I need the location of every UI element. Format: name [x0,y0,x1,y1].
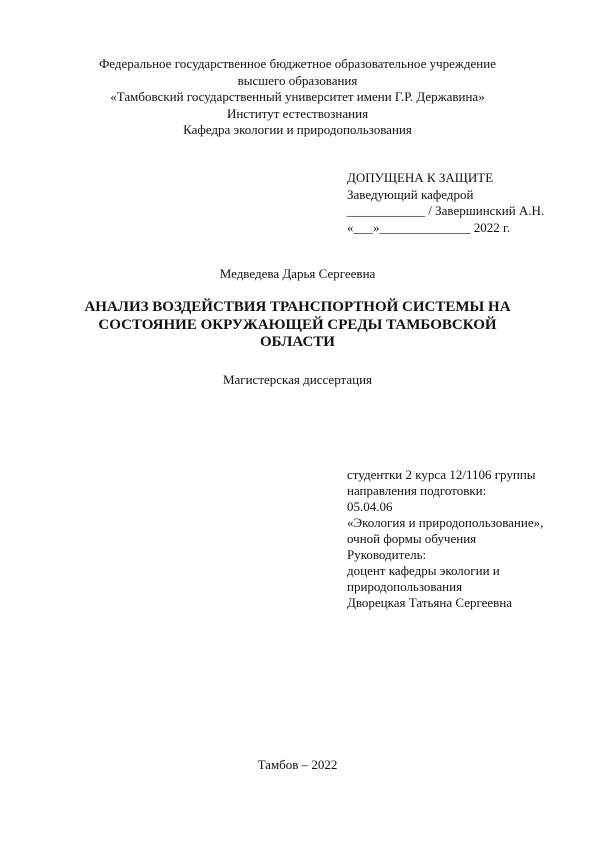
institution-header [60,56,535,139]
approval-line: ДОПУЩЕНА К ЗАЩИТЕ [347,170,494,185]
author-name: Медведева Дарья Сергеевна [219,266,376,281]
approval-block [347,170,544,236]
header-line: Кафедра экологии и природопользования [183,122,412,137]
student-info-line: очной формы обучения [347,531,477,546]
student-info-line: Дворецкая Татьяна Сергеевна [347,595,513,610]
work-type: Магистерская диссертация [222,372,373,387]
header-line: «Тамбовский государственный университет имени Г.Р. Державина» [110,89,485,104]
student-info-line: доцент кафедры экологии и [347,563,500,578]
student-info-line: 05.04.06 [347,499,393,514]
approval-line: Заведующий кафедрой [347,186,474,202]
city-year: Тамбов – 2022 [257,757,338,772]
thesis-title [60,299,535,352]
header-line: Институт естествознания [226,105,369,121]
student-info-line: направления подготовки: [347,483,487,498]
title-line: ОБЛАСТИ [260,334,335,350]
title-line: СОСТОЯНИЕ ОКРУЖАЮЩЕЙ СРЕДЫ ТАМБОВСКОЙ [98,316,497,333]
student-info-line: природопользования [347,579,463,594]
student-info-line: «Экология и природопользование», [347,515,544,530]
approval-line: ____________ / Завершинский А.Н. [347,203,545,218]
approval-line: «___»______________ 2022 г. [347,219,511,235]
header-line: высшего образования [237,72,358,88]
student-info-line: студентки 2 курса 12/1106 группы [347,467,536,482]
student-info-line: Руководитель: [347,547,427,562]
title-line: АНАЛИЗ ВОЗДЕЙСТВИЯ ТРАНСПОРТНОЙ СИСТЕМЫ НА [84,299,511,315]
header-line: Федеральное государственное бюджетное образовательное учреждение [99,56,496,71]
student-info-block [347,467,543,611]
